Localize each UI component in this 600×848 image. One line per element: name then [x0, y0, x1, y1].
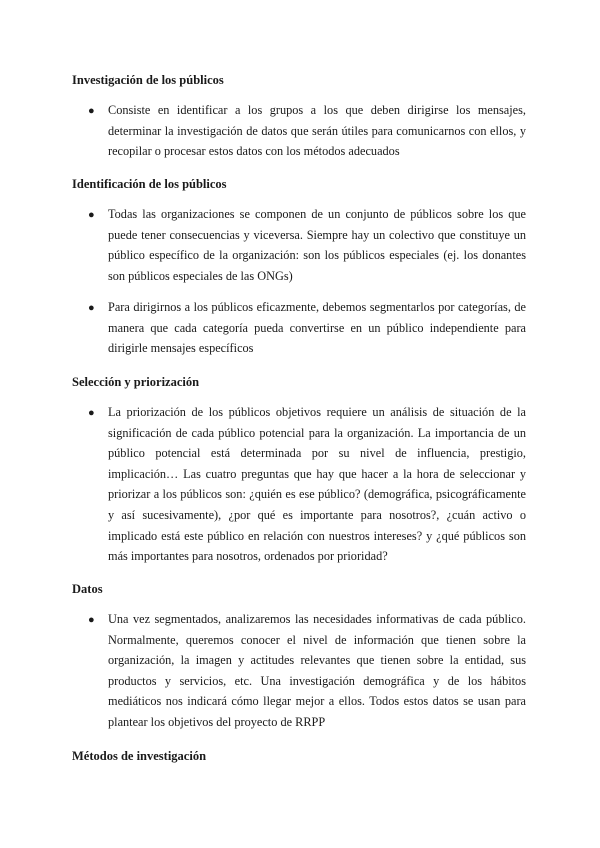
- section-heading-investigacion: Investigación de los públicos: [72, 73, 224, 87]
- list-item-text: Consiste en identificar a los grupos a los que deben dirigirse los mensajes, determinar la investigación de datos que serán útiles para comunicarnos con ellos, y recopilar o procesar estos datos con los métodos adecuados: [108, 103, 526, 159]
- bullet-icon: ●: [88, 407, 95, 419]
- list-item-text: Una vez segmentados, analizaremos las necesidades informativas de cada público. Normalmente, queremos conocer el nivel de información que tienen sobre la organización, la imagen y actitudes relevantes que tienen sobre la entidad, sus productos y servicios, etc. Una investigación demográfica y de los hábitos mediáticos nos indicará cómo llegar mejor a ellos. Todos estos datos se usan para plantear los objetivos del proyecto de RRPP: [108, 612, 526, 729]
- bullet-icon: ●: [88, 302, 95, 314]
- section-heading-metodos: Métodos de investigación: [72, 749, 207, 763]
- bullet-icon: ●: [88, 614, 95, 626]
- list-item-text: La priorización de los públicos objetivos requiere un análisis de situación de la significación de cada público potencial para la organización. La importancia de un público potencial está determinada por su nivel de influencia, prestigio, implicación… Las cuatro preguntas que hay que hacer a la hora de seleccionar y priorizar a los públicos son: ¿quién es ese público? (demográfica, psicográficamente y así sucesivamente), ¿por qué es importante para nosotros?, ¿cuán activo o implicado está este público en relación con nuestros intereses? y ¿qué públicos son más importantes para nosotros, ordenados por prioridad?: [108, 405, 526, 564]
- section-heading-datos: Datos: [72, 582, 103, 596]
- section-heading-identificacion: Identificación de los públicos: [72, 177, 227, 191]
- section-heading-seleccion: Selección y priorización: [72, 375, 200, 389]
- bullet-icon: ●: [88, 209, 95, 221]
- list-item-text: Todas las organizaciones se componen de un conjunto de públicos sobre los que puede tener consecuencias y viceversa. Siempre hay un colectivo que constituye un público específico de la organización: son los públicos especiales (ej. los donantes son públicos especiales de las ONGs): [108, 207, 526, 283]
- bullet-icon: ●: [88, 105, 95, 117]
- list-item-text: Para dirigirnos a los públicos eficazmente, debemos segmentarlos por categorías, de manera que cada categoría pueda convertirse en un público independiente para dirigirle mensajes específicos: [108, 300, 526, 356]
